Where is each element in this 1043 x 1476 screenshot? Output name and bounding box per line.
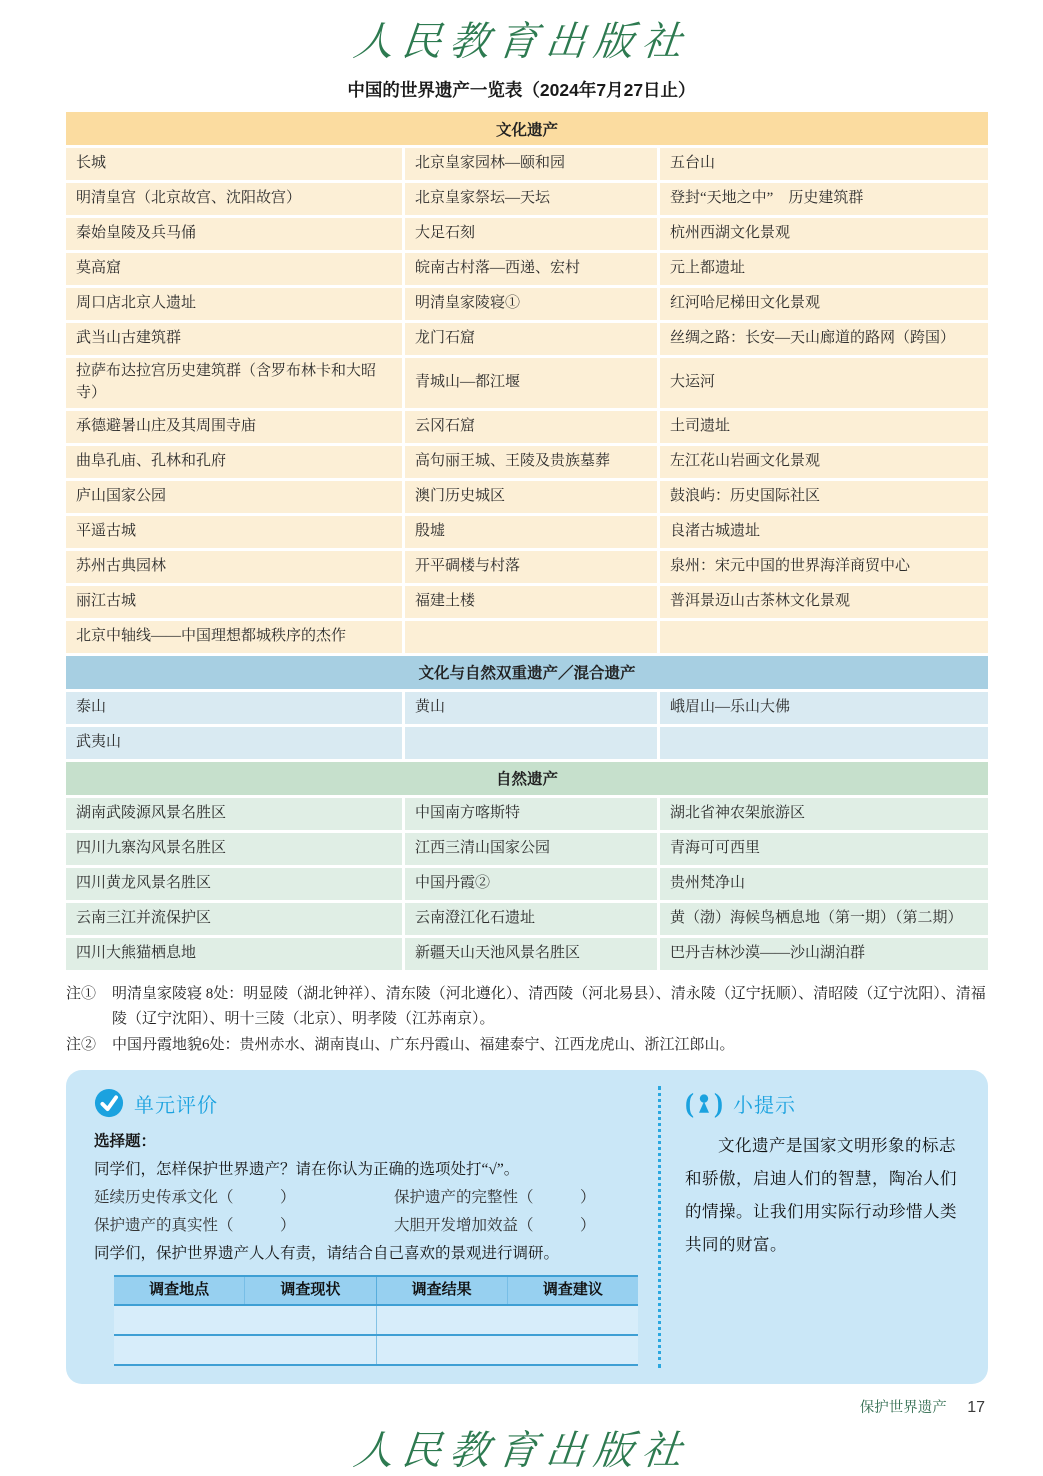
heritage-cell: 青城山—都江堰 [405, 358, 657, 408]
table-row [66, 358, 988, 408]
table-row [66, 798, 988, 830]
footer-meta [0, 1396, 985, 1417]
heritage-cell: 新疆天山天池风景名胜区 [405, 938, 657, 970]
table-row [66, 833, 988, 865]
heritage-cell: 四川九寨沟风景名胜区 [66, 833, 402, 865]
footnote-text: 中国丹霞地貌6处：贵州赤水、湖南崀山、广东丹霞山、福建泰宁、江西龙虎山、浙江江郎山。 [112, 1036, 735, 1053]
question-intro: 同学们，怎样保护世界遗产？请在你认为正确的选项处打“√”。 [94, 1160, 520, 1178]
heritage-cell: 明清皇家陵寝① [405, 288, 657, 320]
heritage-cell: 云南澄江化石遗址 [405, 903, 657, 935]
heritage-cell: 福建土楼 [405, 586, 657, 618]
footnote [66, 1033, 995, 1059]
heritage-cell: 明清皇宫（北京故宫、沈阳故宫） [66, 183, 402, 215]
heritage-cell: 巴丹吉林沙漠——沙山湖泊群 [660, 938, 988, 970]
heritage-cell: 秦始皇陵及兵马俑 [66, 218, 402, 250]
heritage-cell: 丝绸之路：长安—天山廊道的路网（跨国） [660, 323, 988, 355]
heritage-cell: 元上都遗址 [660, 253, 988, 285]
heritage-cell: 四川大熊猫栖息地 [66, 938, 402, 970]
survey-column-header: 调查结果 [376, 1277, 507, 1304]
table-row [66, 903, 988, 935]
unit-evaluation-box [66, 1070, 658, 1384]
heritage-table [66, 112, 988, 970]
heritage-cell: 泰山 [66, 692, 402, 724]
option-list [94, 1184, 638, 1240]
heritage-cell: 青海可可西里 [660, 833, 988, 865]
heritage-cell: 开平碉楼与村落 [405, 551, 657, 583]
heritage-cell: 登封“天地之中” 历史建筑群 [660, 183, 988, 215]
heritage-cell: 大足石刻 [405, 218, 657, 250]
heritage-cell [405, 727, 657, 759]
table-row [66, 586, 988, 618]
heritage-cell: 拉萨布达拉宫历史建筑群（含罗布林卡和大昭寺） [66, 358, 402, 408]
heritage-cell: 苏州古典园林 [66, 551, 402, 583]
heritage-cell: 左江花山岩画文化景观 [660, 446, 988, 478]
option-blank: 延续历史传承文化（ ） [94, 1188, 296, 1206]
heritage-cell: 中国南方喀斯特 [405, 798, 657, 830]
heritage-cell: 武当山古建筑群 [66, 323, 402, 355]
heritage-cell: 黄（渤）海候鸟栖息地（第一期）（第二期） [660, 903, 988, 935]
table-row [66, 481, 988, 513]
heritage-cell: 中国丹霞② [405, 868, 657, 900]
heritage-cell: 北京中轴线——中国理想都城秩序的杰作 [66, 621, 402, 653]
survey-header-row [114, 1275, 638, 1306]
heritage-cell: 澳门历史城区 [405, 481, 657, 513]
tip-text: 文化遗产是国家文明形象的标志和骄傲，启迪人们的智慧，陶冶人们的情操。让我们用实际行动珍惜人类共同的财富。 [685, 1136, 957, 1254]
tip-box [661, 1070, 988, 1384]
header-logo-area [0, 0, 1043, 67]
question-outro: 同学们，保护世界遗产人人有责，请结合自己喜欢的景观进行调研。 [94, 1244, 560, 1262]
heritage-cell: 大运河 [660, 358, 988, 408]
table-row [66, 253, 988, 285]
footnote [66, 982, 995, 1033]
unit-evaluation-header [94, 1088, 638, 1118]
table-row [66, 727, 988, 759]
section-header-cultural: 文化遗产 [66, 112, 988, 145]
heritage-cell: 云南三江并流保护区 [66, 903, 402, 935]
person-icon: ( ) [685, 1088, 723, 1118]
unit-evaluation-title: 单元评价 [134, 1094, 218, 1117]
heritage-cell: 庐山国家公园 [66, 481, 402, 513]
footer-chapter: 保护世界遗产 [859, 1400, 947, 1417]
table-row [66, 288, 988, 320]
survey-empty-row [114, 1306, 638, 1336]
heritage-cell: 江西三清山国家公园 [405, 833, 657, 865]
heritage-cell: 黄山 [405, 692, 657, 724]
tip-title: 小提示 [733, 1095, 796, 1117]
tip-header [685, 1088, 964, 1119]
heritage-cell [660, 621, 988, 653]
option-blank: 保护遗产的完整性（ ） [394, 1188, 596, 1206]
heritage-cell: 北京皇家祭坛—天坛 [405, 183, 657, 215]
heritage-cell [405, 621, 657, 653]
heritage-cell: 峨眉山—乐山大佛 [660, 692, 988, 724]
heritage-cell: 红河哈尼梯田文化景观 [660, 288, 988, 320]
table-row [66, 183, 988, 215]
heritage-cell: 杭州西湖文化景观 [660, 218, 988, 250]
table-row [66, 516, 988, 548]
survey-empty-row [114, 1336, 638, 1366]
footnotes [66, 982, 995, 1059]
heritage-cell: 武夷山 [66, 727, 402, 759]
table-row [66, 868, 988, 900]
heritage-cell: 鼓浪屿：历史国际社区 [660, 481, 988, 513]
footnote-text: 明清皇家陵寝 8处：明显陵（湖北钟祥）、清东陵（河北遵化）、清西陵（河北易县）、清永陵（辽宁抚顺）、清昭陵（辽宁沈阳）、清福陵（辽宁沈阳）、明十三陵（北京）、明孝陵（江苏南京）。 [112, 985, 986, 1027]
publisher-logo-footer: 人民教育出版社 [350, 1428, 692, 1475]
table-row [66, 323, 988, 355]
heritage-cell [660, 727, 988, 759]
footer-logo-area [0, 1419, 1043, 1476]
option-blank: 保护遗产的真实性（ ） [94, 1216, 296, 1234]
heritage-cell: 龙门石窟 [405, 323, 657, 355]
heritage-cell: 长城 [66, 148, 402, 180]
table-row [66, 621, 988, 653]
heritage-cell: 莫高窟 [66, 253, 402, 285]
table-row [66, 148, 988, 180]
footnote-label: 注① [66, 985, 97, 1002]
table-row [66, 692, 988, 724]
footer-page-number: 17 [967, 1399, 985, 1417]
heritage-cell: 曲阜孔庙、孔林和孔府 [66, 446, 402, 478]
heritage-cell: 贵州梵净山 [660, 868, 988, 900]
bottom-panel [66, 1070, 988, 1384]
heritage-cell: 平遥古城 [66, 516, 402, 548]
heritage-cell: 云冈石窟 [405, 411, 657, 443]
heritage-cell: 周口店北京人遗址 [66, 288, 402, 320]
section-header-mixed: 文化与自然双重遗产／混合遗产 [66, 656, 988, 689]
heritage-cell: 承德避暑山庄及其周围寺庙 [66, 411, 402, 443]
heritage-cell: 良渚古城遗址 [660, 516, 988, 548]
heritage-cell: 湖北省神农架旅游区 [660, 798, 988, 830]
table-row [66, 218, 988, 250]
section-header-natural: 自然遗产 [66, 762, 988, 795]
heritage-cell: 普洱景迈山古茶林文化景观 [660, 586, 988, 618]
option-row [94, 1184, 638, 1212]
table-row [66, 938, 988, 970]
heritage-cell: 丽江古城 [66, 586, 402, 618]
heritage-cell: 殷墟 [405, 516, 657, 548]
heritage-cell: 湖南武陵源风景名胜区 [66, 798, 402, 830]
survey-table [114, 1275, 638, 1366]
table-row [66, 446, 988, 478]
page-title: 中国的世界遗产一览表（2024年7月27日止） [347, 80, 696, 100]
option-row [94, 1212, 638, 1240]
heritage-cell: 高句丽王城、王陵及贵族墓葬 [405, 446, 657, 478]
table-row [66, 411, 988, 443]
option-blank: 大胆开发增加效益（ ） [394, 1216, 596, 1234]
table-row [66, 551, 988, 583]
footnote-label: 注② [66, 1036, 97, 1053]
heritage-cell: 五台山 [660, 148, 988, 180]
heritage-cell: 皖南古村落—西递、宏村 [405, 253, 657, 285]
heritage-cell: 土司遗址 [660, 411, 988, 443]
heritage-cell: 泉州：宋元中国的世界海洋商贸中心 [660, 551, 988, 583]
check-circle-icon [94, 1088, 124, 1118]
question-type-label: 选择题： [94, 1133, 157, 1150]
survey-column-header: 调查现状 [244, 1277, 375, 1304]
survey-column-header: 调查地点 [149, 1282, 210, 1299]
publisher-logo: 人民教育出版社 [350, 19, 692, 65]
survey-column-header: 调查建议 [507, 1277, 638, 1304]
heritage-cell: 北京皇家园林—颐和园 [405, 148, 657, 180]
heritage-cell: 四川黄龙风景名胜区 [66, 868, 402, 900]
